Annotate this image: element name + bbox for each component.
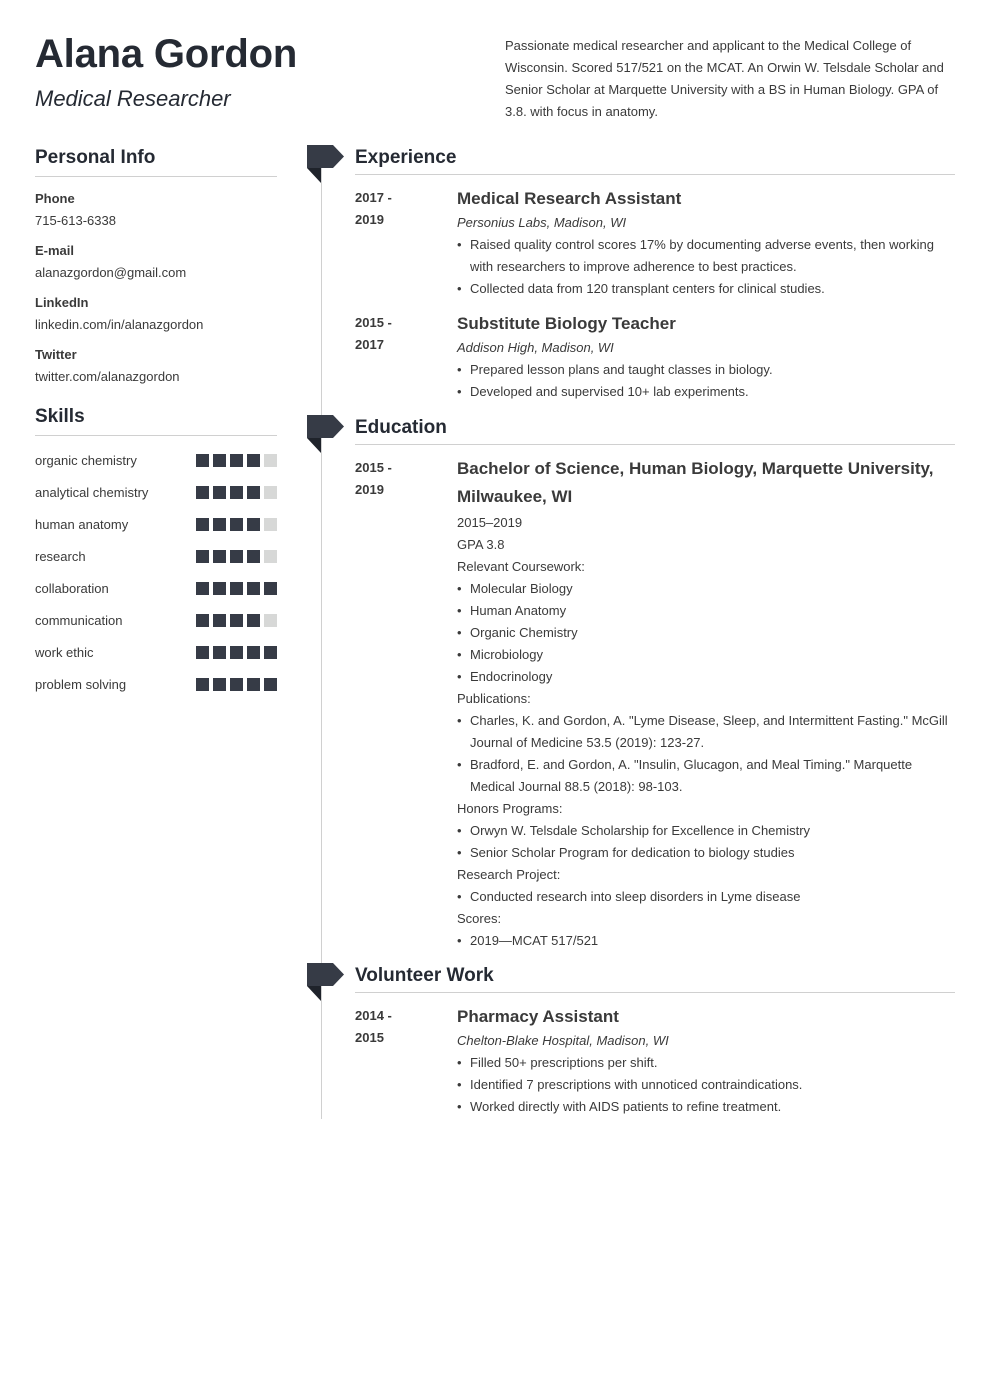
level-filled-icon (213, 486, 226, 499)
entry-date (355, 312, 457, 403)
skill-level-meter (196, 678, 277, 691)
candidate-title: Medical Researcher (35, 86, 231, 111)
date-start: 2014 - (355, 1008, 392, 1023)
level-filled-icon (247, 454, 260, 467)
volunteer-entry (355, 1005, 955, 1118)
info-label: LinkedIn (35, 295, 89, 310)
skill-row (35, 604, 277, 636)
personal-info-heading: Personal Info (35, 145, 277, 177)
skill-row (35, 572, 277, 604)
level-empty-icon (264, 550, 277, 563)
entry-body (457, 1005, 955, 1118)
degree-title: Bachelor of Science, Human Biology, Marquette University, Milwaukee, WI (457, 459, 934, 506)
level-filled-icon (196, 486, 209, 499)
level-empty-icon (264, 454, 277, 467)
date-end: 2019 (355, 212, 384, 227)
research-item: • Conducted research into sleep disorders in Lyme disease (457, 886, 955, 908)
course-item: • Microbiology (457, 644, 955, 666)
level-filled-icon (247, 614, 260, 627)
entry-body (457, 457, 955, 952)
skill-name: research (35, 548, 86, 564)
level-empty-icon (264, 518, 277, 531)
info-email (35, 240, 277, 284)
entry-body (457, 187, 955, 300)
level-filled-icon (196, 646, 209, 659)
level-filled-icon (247, 582, 260, 595)
date-start: 2015 - (355, 460, 392, 475)
course-item: • Molecular Biology (457, 578, 955, 600)
course-item: • Human Anatomy (457, 600, 955, 622)
research-list (457, 886, 955, 908)
level-empty-icon (264, 614, 277, 627)
personal-info-section (35, 145, 277, 388)
date-start: 2017 - (355, 190, 392, 205)
level-filled-icon (230, 678, 243, 691)
education-heading: Education (355, 415, 955, 445)
honor-item: • Senior Scholar Program for dedication to biology studies (457, 842, 955, 864)
honors-label: Honors Programs: (457, 801, 563, 816)
scores-label: Scores: (457, 911, 502, 926)
education-section (355, 415, 955, 952)
course-item: • Organic Chemistry (457, 622, 955, 644)
score-item: • 2019—MCAT 517/521 (457, 930, 955, 952)
date-end: 2015 (355, 1030, 384, 1045)
level-filled-icon (230, 550, 243, 563)
linkedin-link[interactable]: linkedin.com/in/alanazgordon (35, 317, 204, 332)
skill-level-meter (196, 614, 277, 627)
skill-row (35, 444, 277, 476)
level-filled-icon (247, 550, 260, 563)
entry-body (457, 312, 955, 403)
level-filled-icon (230, 486, 243, 499)
info-twitter (35, 344, 277, 388)
level-filled-icon (230, 646, 243, 659)
level-filled-icon (247, 518, 260, 531)
info-linkedin (35, 292, 277, 336)
organization: Chelton-Blake Hospital, Madison, WI (457, 1033, 669, 1048)
skill-row (35, 508, 277, 540)
level-filled-icon (196, 518, 209, 531)
level-filled-icon (196, 550, 209, 563)
skill-row (35, 540, 277, 572)
skill-name: analytical chemistry (35, 484, 149, 500)
experience-heading: Experience (355, 145, 955, 175)
skill-name: human anatomy (35, 516, 129, 532)
level-filled-icon (213, 550, 226, 563)
skill-name: work ethic (35, 644, 94, 660)
skill-level-meter (196, 486, 277, 499)
level-filled-icon (213, 582, 226, 595)
entry-date (355, 187, 457, 300)
course-item: • Endocrinology (457, 666, 955, 688)
bullet-item: • Collected data from 120 transplant centers for clinical studies. (457, 278, 955, 300)
level-filled-icon (213, 614, 226, 627)
experience-entry (355, 312, 955, 403)
entry-date (355, 1005, 457, 1118)
level-filled-icon (213, 518, 226, 531)
entry-date (355, 457, 457, 952)
phone-value: 715-613-6338 (35, 213, 116, 228)
info-label: Twitter (35, 347, 77, 362)
date-end: 2019 (355, 482, 384, 497)
skill-level-meter (196, 518, 277, 531)
education-gpa: GPA 3.8 (457, 537, 505, 552)
left-column (35, 145, 277, 700)
skill-name: collaboration (35, 580, 109, 596)
date-end: 2017 (355, 337, 384, 352)
skills-heading: Skills (35, 404, 277, 436)
level-filled-icon (196, 454, 209, 467)
coursework-list (457, 578, 955, 688)
bullet-item: • Developed and supervised 10+ lab experiments. (457, 381, 955, 403)
level-filled-icon (213, 678, 226, 691)
publication-item: • Charles, K. and Gordon, A. "Lyme Disease, Sleep, and Intermittent Fasting." McGill Journal of Medicine 53.5 (2019): 123-27. (457, 710, 955, 754)
level-filled-icon (247, 646, 260, 659)
profile-summary: Passionate medical researcher and applicant to the Medical College of Wisconsin. Scored 517/521 on the MCAT. An Orwin W. Telsdale Scholar and Senior Scholar at Marquette University with a BS in Human Biology. GPA of 3.8. with focus in anatomy. (505, 38, 944, 119)
info-label: E-mail (35, 243, 75, 258)
scores-list (457, 930, 955, 952)
skill-level-meter (196, 550, 277, 563)
achievement-list (457, 234, 955, 300)
bullet-item: • Worked directly with AIDS patients to refine treatment. (457, 1096, 955, 1118)
section-flag-icon (307, 415, 344, 453)
info-label: Phone (35, 191, 75, 206)
skill-row (35, 636, 277, 668)
twitter-link[interactable]: twitter.com/alanazgordon (35, 369, 180, 384)
level-filled-icon (230, 614, 243, 627)
level-filled-icon (213, 454, 226, 467)
email-link[interactable]: alanazgordon@gmail.com (35, 265, 187, 280)
honor-item: • Orwyn W. Telsdale Scholarship for Excellence in Chemistry (457, 820, 955, 842)
skills-section (35, 404, 277, 700)
skill-name: problem solving (35, 676, 127, 692)
skills-list (35, 444, 277, 700)
level-filled-icon (264, 646, 277, 659)
achievement-list (457, 1052, 955, 1118)
volunteer-heading: Volunteer Work (355, 963, 955, 993)
bullet-item: • Filled 50+ prescriptions per shift. (457, 1052, 955, 1074)
skill-row (35, 668, 277, 700)
role-title: Pharmacy Assistant (457, 1007, 619, 1026)
publications-label: Publications: (457, 691, 531, 706)
level-filled-icon (247, 486, 260, 499)
skill-name: organic chemistry (35, 452, 137, 468)
experience-section (355, 145, 955, 403)
employer: Personius Labs, Madison, WI (457, 215, 627, 230)
level-filled-icon (247, 678, 260, 691)
level-filled-icon (230, 582, 243, 595)
skill-level-meter (196, 454, 277, 467)
employer: Addison High, Madison, WI (457, 340, 614, 355)
honors-list (457, 820, 955, 864)
level-filled-icon (196, 678, 209, 691)
level-empty-icon (264, 486, 277, 499)
experience-entry (355, 187, 955, 300)
skill-row (35, 476, 277, 508)
job-title: Substitute Biology Teacher (457, 314, 676, 333)
section-flag-icon (307, 963, 344, 1001)
level-filled-icon (196, 582, 209, 595)
personal-info-list (35, 188, 277, 388)
research-label: Research Project: (457, 867, 561, 882)
skill-level-meter (196, 582, 277, 595)
bullet-item: • Identified 7 prescriptions with unnoticed contraindications. (457, 1074, 955, 1096)
coursework-label: Relevant Coursework: (457, 559, 585, 574)
publications-list (457, 710, 955, 798)
level-filled-icon (196, 614, 209, 627)
job-title: Medical Research Assistant (457, 189, 682, 208)
level-filled-icon (230, 454, 243, 467)
info-phone (35, 188, 277, 232)
publication-item: • Bradford, E. and Gordon, A. "Insulin, Glucagon, and Meal Timing." Marquette Medical Journal 88.5 (2018): 98-103. (457, 754, 955, 798)
level-filled-icon (213, 646, 226, 659)
candidate-name: Alana Gordon (35, 32, 298, 76)
skill-name: communication (35, 612, 123, 628)
section-flag-icon (307, 145, 344, 183)
level-filled-icon (264, 678, 277, 691)
level-filled-icon (264, 582, 277, 595)
bullet-item: • Raised quality control scores 17% by documenting adverse events, then working with researchers to improve adherence to best practices. (457, 234, 955, 278)
achievement-list (457, 359, 955, 403)
volunteer-section (355, 963, 955, 1118)
education-entry (355, 457, 955, 952)
level-filled-icon (230, 518, 243, 531)
education-years: 2015–2019 (457, 515, 523, 530)
bullet-item: • Prepared lesson plans and taught classes in biology. (457, 359, 955, 381)
date-start: 2015 - (355, 315, 392, 330)
skill-level-meter (196, 646, 277, 659)
